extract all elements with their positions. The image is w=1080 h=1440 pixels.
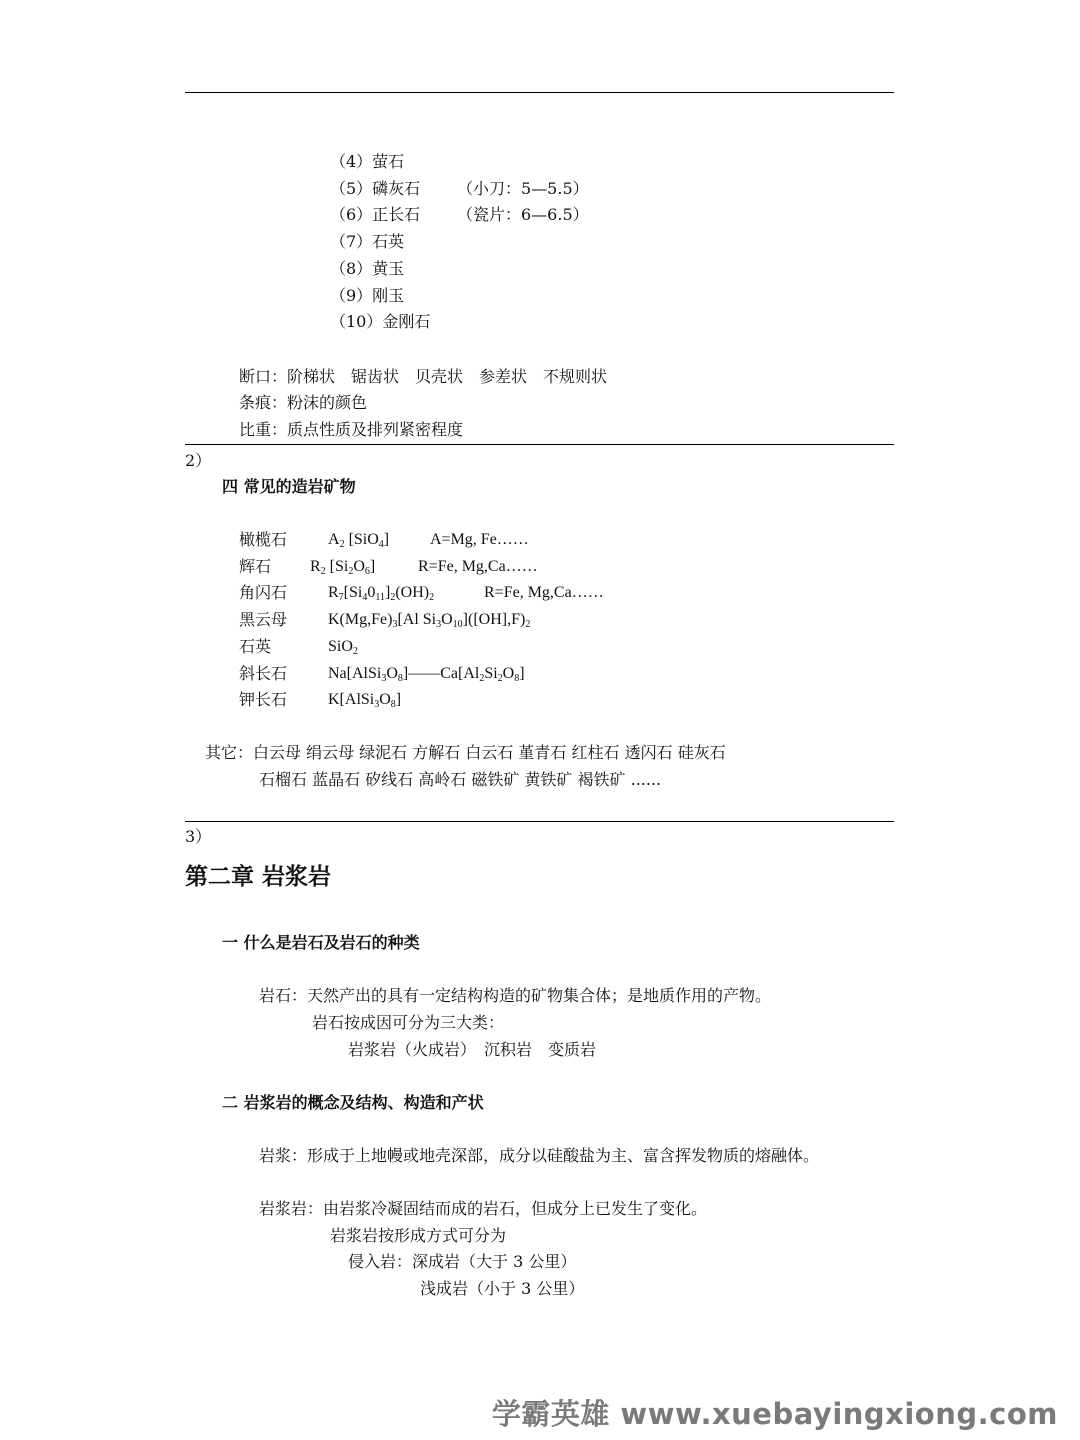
fracture-line: 断口：阶梯状 锯齿状 贝壳状 参差状 不规则状 [239, 367, 608, 386]
subsection-title-igneous: 二 岩浆岩的概念及结构、构造和产状 [222, 1093, 484, 1112]
hardness-item: （5）磷灰石 [330, 178, 421, 198]
others-line-1: 其它：白云母 绢云母 绿泥石 方解石 白云石 堇青石 红柱石 透闪石 硅灰石 [205, 743, 726, 762]
mineral-formula: $A_2$ [SiO$_4$] [328, 531, 390, 550]
hardness-item-note: （瓷片：6—6.5） [457, 205, 589, 225]
watermark-site: 学霸英雄 www.xuebayingxiong.com [491, 1397, 1058, 1431]
intrusive-shallow: 浅成岩（小于 3 公里） [420, 1279, 585, 1298]
mineral-name: 角闪石 [239, 583, 288, 603]
hardness-item: （8）黄玉 [330, 258, 405, 278]
streak-line: 条痕：粉沫的颜色 [239, 393, 368, 412]
mineral-note: R=Fe, Mg,Ca…… [484, 584, 604, 602]
section-rule-3 [185, 821, 894, 822]
rock-classes-intro: 岩石按成因可分为三大类： [312, 1013, 505, 1032]
mineral-formula: $Na[AlSi_3O_8]——Ca[Al_2Si_2O_8]$ [328, 664, 525, 684]
hardness-item: （6）正长石 [330, 205, 421, 225]
mineral-name: 橄榄石 [239, 530, 288, 549]
mineral-formula: $R_7[Si_40_{11}]_2(OH)_2$ [328, 584, 435, 604]
rock-definition: 岩石：天然产出的具有一定结构构造的矿物集合体；是地质作用的产物。 [259, 986, 772, 1005]
hardness-item: （10）金刚石 [330, 312, 431, 332]
magma-definition: 岩浆：形成于上地幔或地壳深部，成分以硅酸盐为主、富含挥发物质的熔融体。 [259, 1146, 820, 1165]
mineral-name: 钾长石 [239, 690, 288, 710]
section-marker-2: 2） [185, 451, 212, 470]
mineral-name: 石英 [239, 636, 272, 656]
mineral-formula: $K[AlSi_3O_8]$ [328, 691, 402, 711]
mineral-note: A=Mg, Fe…… [430, 531, 529, 548]
mineral-name: 黑云母 [239, 610, 288, 630]
hardness-item: （4）萤石 [330, 152, 405, 171]
chapter-title: 第二章 岩浆岩 [185, 863, 332, 890]
mineral-formula: $K(Mg,Fe)_3[Al$ $Si_3O_{10}]([OH],F)_2$ [328, 611, 531, 631]
igneous-classes-intro: 岩浆岩按形成方式可分为 [330, 1226, 507, 1245]
hardness-item: （7）石英 [330, 232, 405, 252]
rock-classes: 岩浆岩（火成岩） 沉积岩 变质岩 [348, 1040, 597, 1059]
section-rule-2 [185, 444, 894, 445]
intrusive-deep: 侵入岩：深成岩（大于 3 公里） [348, 1252, 577, 1271]
mineral-name: 斜长石 [239, 663, 288, 683]
mineral-formula: $R_2$ $[Si_2O_6]$ [310, 557, 376, 577]
mineral-name: 辉石 [239, 556, 272, 576]
section-title-minerals: 四 常见的造岩矿物 [222, 477, 356, 496]
section-marker-3: 3） [185, 827, 212, 846]
top-rule [185, 92, 894, 93]
mineral-formula: SiO$_2$ [328, 637, 358, 657]
gravity-line: 比重：质点性质及排列紧密程度 [239, 420, 464, 439]
others-line-2: 石榴石 蓝晶石 矽线石 高岭石 磁铁矿 黄铁矿 褐铁矿 ...... [259, 770, 662, 789]
hardness-item-note: （小刀：5—5.5） [457, 178, 589, 198]
hardness-item: （9）刚玉 [330, 285, 405, 305]
subsection-title-rock-types: 一 什么是岩石及岩石的种类 [222, 933, 420, 952]
mineral-note: R=Fe, Mg,Ca…… [418, 557, 538, 575]
igneous-definition: 岩浆岩：由岩浆冷凝固结而成的岩石，但成分上已发生了变化。 [259, 1199, 708, 1218]
